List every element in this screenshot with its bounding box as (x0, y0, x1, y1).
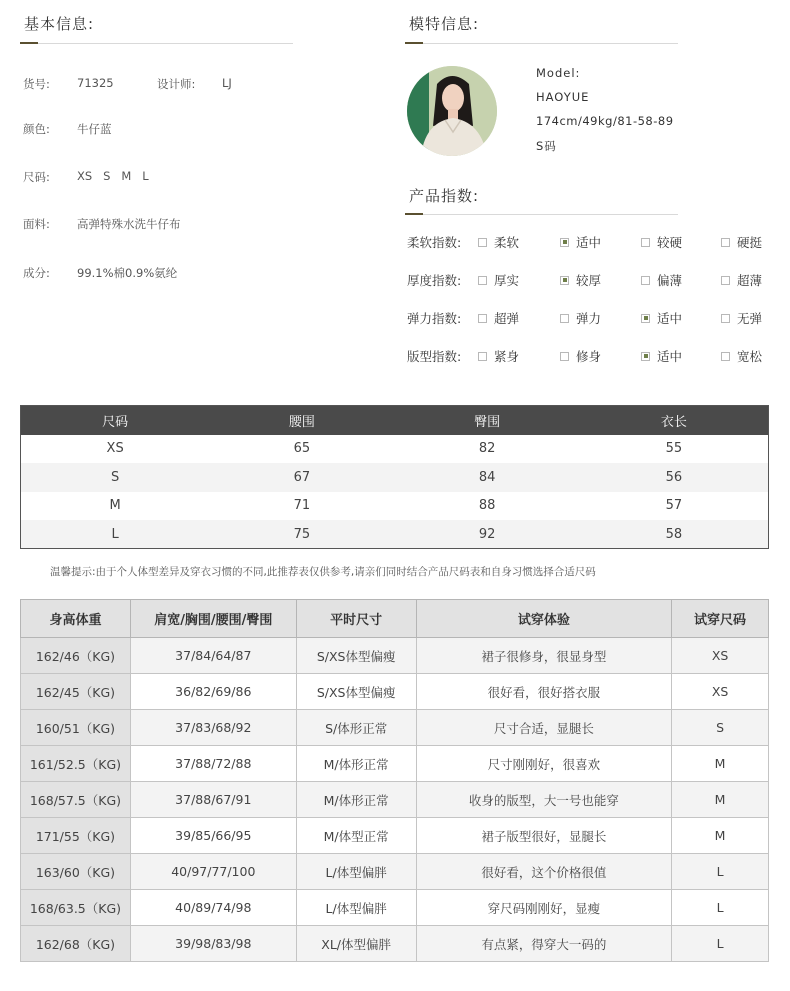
index-option-label: 无弹 (737, 311, 763, 326)
composition-label: 成分: (23, 266, 50, 280)
table-cell: 75 (209, 520, 394, 549)
table-cell: L (672, 890, 769, 926)
table-row (21, 926, 769, 962)
table-cell: M (672, 818, 769, 854)
size-table-header: 腰围 (209, 406, 394, 435)
checkbox-icon (478, 352, 487, 361)
checkbox-icon (721, 352, 730, 361)
table-cell: 穿尺码刚刚好，显瘦 (416, 890, 672, 926)
index-option (721, 347, 762, 365)
sku-value: 71325 (77, 76, 114, 90)
model-size: S码 (536, 139, 557, 153)
sku-label: 货号: (23, 77, 50, 91)
checkbox-icon (478, 238, 487, 247)
index-option (560, 233, 601, 251)
size-table-header: 尺码 (21, 406, 210, 435)
table-cell: 162/68（KG) (21, 926, 131, 962)
index-option (721, 309, 762, 327)
product-index-title: 产品指数: (409, 187, 480, 205)
designer-label: 设计师: (157, 77, 196, 91)
table-cell: XS (672, 674, 769, 710)
index-option-label: 厚实 (494, 273, 520, 288)
table-cell: 很好看，这个价格很值 (416, 854, 672, 890)
try-table-header: 肩宽/胸围/腰围/臀围 (130, 600, 296, 638)
index-option (478, 271, 519, 289)
table-cell: S/XS体型偏瘦 (296, 638, 416, 674)
table-cell: M/体型正常 (296, 818, 416, 854)
index-option-label: 硬挺 (737, 235, 763, 250)
table-row (21, 890, 769, 926)
table-cell: 37/83/68/92 (130, 710, 296, 746)
table-cell: 39/98/83/98 (130, 926, 296, 962)
checkbox-icon (560, 314, 569, 323)
table-cell: 163/60（KG) (21, 854, 131, 890)
checkbox-icon (721, 238, 730, 247)
table-cell: 160/51（KG) (21, 710, 131, 746)
size-tip: 温馨提示:由于个人体型差异及穿衣习惯的不同,此推荐表仅供参考,请亲们同时结合产品尺码表和自身习惯选择合适尺码 (50, 566, 596, 578)
table-cell: 168/63.5（KG) (21, 890, 131, 926)
table-cell: 裙子很修身，很显身型 (416, 638, 672, 674)
index-row-label: 厚度指数: (407, 273, 462, 288)
model-measurements: 174cm/49kg/81-58-89 (536, 114, 674, 128)
table-cell: L/体型偏胖 (296, 854, 416, 890)
table-cell: XL/体型偏胖 (296, 926, 416, 962)
designer-value: LJ (222, 76, 232, 90)
table-cell: 37/84/64/87 (130, 638, 296, 674)
table-cell: M (109, 498, 121, 514)
table-cell: 37/88/67/91 (130, 782, 296, 818)
table-cell: 尺寸刚刚好，很喜欢 (416, 746, 672, 782)
index-row-label: 弹力指数: (407, 311, 462, 326)
table-cell: M (672, 782, 769, 818)
try-table-header: 试穿尺码 (672, 600, 769, 638)
index-option-label: 适中 (576, 235, 602, 250)
try-table-header: 平时尺寸 (296, 600, 416, 638)
size-table-header: 臀围 (394, 406, 579, 435)
index-option (560, 347, 601, 365)
checkbox-icon (721, 314, 730, 323)
checkbox-icon (560, 352, 569, 361)
table-cell: M/体形正常 (296, 746, 416, 782)
size-table-header: 衣长 (580, 406, 769, 435)
size-table (20, 405, 769, 549)
table-cell: 有点紧，得穿大一码的 (416, 926, 672, 962)
table-cell: 67 (209, 463, 394, 492)
model-name: HAOYUE (536, 90, 590, 104)
table-row (21, 638, 769, 674)
checkbox-icon (560, 276, 569, 285)
table-cell: 161/52.5（KG) (21, 746, 131, 782)
size-label: 尺码: (23, 170, 50, 184)
index-option (641, 271, 682, 289)
checkbox-icon (641, 276, 650, 285)
table-cell: 168/57.5（KG) (21, 782, 131, 818)
table-cell: 162/46（KG) (21, 638, 131, 674)
table-cell: 56 (580, 463, 769, 492)
index-option (478, 347, 519, 365)
table-row (21, 463, 769, 492)
table-cell: 很好看，很好搭衣服 (416, 674, 672, 710)
table-row (21, 818, 769, 854)
basic-info-title: 基本信息: (24, 15, 95, 33)
fabric-label: 面料: (23, 217, 50, 231)
table-row (21, 710, 769, 746)
table-cell: 36/82/69/86 (130, 674, 296, 710)
table-cell: S (672, 710, 769, 746)
try-table-header: 试穿体验 (416, 600, 672, 638)
index-row-label: 版型指数: (407, 349, 462, 364)
table-cell: L (672, 854, 769, 890)
index-option-label: 较厚 (576, 273, 602, 288)
checkbox-icon (641, 238, 650, 247)
index-option-label: 紧身 (494, 349, 520, 364)
table-cell: 84 (394, 463, 579, 492)
index-option-label: 偏薄 (657, 273, 683, 288)
product-index-accent (405, 213, 423, 215)
checkbox-icon (641, 314, 650, 323)
table-cell: 71 (293, 498, 311, 514)
table-cell: 裙子版型很好，显腿长 (416, 818, 672, 854)
index-option-label: 超薄 (737, 273, 763, 288)
table-cell: 39/85/66/95 (130, 818, 296, 854)
size-value: XS S M L (77, 169, 149, 183)
index-option (721, 233, 762, 251)
index-option-label: 弹力 (576, 311, 602, 326)
checkbox-icon (560, 238, 569, 247)
table-cell: 65 (293, 441, 311, 457)
table-cell: 55 (665, 441, 683, 457)
index-row-label: 柔软指数: (407, 235, 462, 250)
try-on-table (20, 599, 769, 962)
index-option-label: 适中 (657, 349, 683, 364)
model-info-accent (405, 42, 423, 44)
composition-value: 99.1%棉0.9%氨纶 (77, 266, 178, 280)
checkbox-icon (641, 352, 650, 361)
index-option-label: 柔软 (494, 235, 520, 250)
size-table-header-row (21, 406, 769, 435)
table-cell: M/体形正常 (296, 782, 416, 818)
try-table-header: 身高体重 (21, 600, 131, 638)
index-option (560, 309, 601, 327)
index-option (641, 309, 682, 327)
color-value: 牛仔蓝 (77, 122, 112, 136)
index-option (641, 347, 682, 365)
fabric-value: 高弹特殊水洗牛仔布 (77, 217, 181, 231)
table-cell: 58 (580, 520, 769, 549)
table-cell: 40/89/74/98 (130, 890, 296, 926)
table-cell: L/体型偏胖 (296, 890, 416, 926)
index-option (478, 309, 519, 327)
table-cell: L (672, 926, 769, 962)
table-cell: S/体形正常 (296, 710, 416, 746)
index-option (721, 271, 762, 289)
table-cell: 162/45（KG) (21, 674, 131, 710)
table-cell: 88 (478, 498, 496, 514)
table-row (21, 854, 769, 890)
index-option-label: 超弹 (494, 311, 520, 326)
table-cell: M (672, 746, 769, 782)
model-photo (407, 66, 497, 156)
product-index-divider (405, 214, 678, 215)
table-row (21, 674, 769, 710)
table-cell: 171/55（KG) (21, 818, 131, 854)
index-option-label: 适中 (657, 311, 683, 326)
table-cell: 57 (665, 498, 683, 514)
table-cell: XS (672, 638, 769, 674)
table-cell: 尺寸合适，显腿长 (416, 710, 672, 746)
table-cell: 92 (394, 520, 579, 549)
index-option-label: 修身 (576, 349, 602, 364)
table-row (21, 435, 769, 464)
color-label: 颜色: (23, 122, 50, 136)
checkbox-icon (478, 276, 487, 285)
table-cell: 37/88/72/88 (130, 746, 296, 782)
checkbox-icon (721, 276, 730, 285)
index-option-label: 较硬 (657, 235, 683, 250)
index-option (478, 233, 519, 251)
table-cell: S (21, 463, 210, 492)
index-option (560, 271, 601, 289)
checkbox-icon (478, 314, 487, 323)
model-label: Model: (536, 66, 581, 80)
table-cell: 收身的版型，大一号也能穿 (416, 782, 672, 818)
basic-info-accent (20, 42, 38, 44)
model-info-title: 模特信息: (409, 15, 480, 33)
table-cell: S/XS体型偏瘦 (296, 674, 416, 710)
table-cell: L (21, 520, 210, 549)
index-option-label: 宽松 (737, 349, 763, 364)
table-row (21, 746, 769, 782)
table-row (21, 492, 769, 521)
try-table-header-row (21, 600, 769, 638)
basic-info-divider (20, 43, 293, 44)
model-info-divider (405, 43, 678, 44)
table-row (21, 520, 769, 549)
table-cell: 40/97/77/100 (130, 854, 296, 890)
index-option (641, 233, 682, 251)
table-row (21, 782, 769, 818)
table-cell: 82 (478, 441, 496, 457)
table-cell: XS (106, 441, 124, 457)
